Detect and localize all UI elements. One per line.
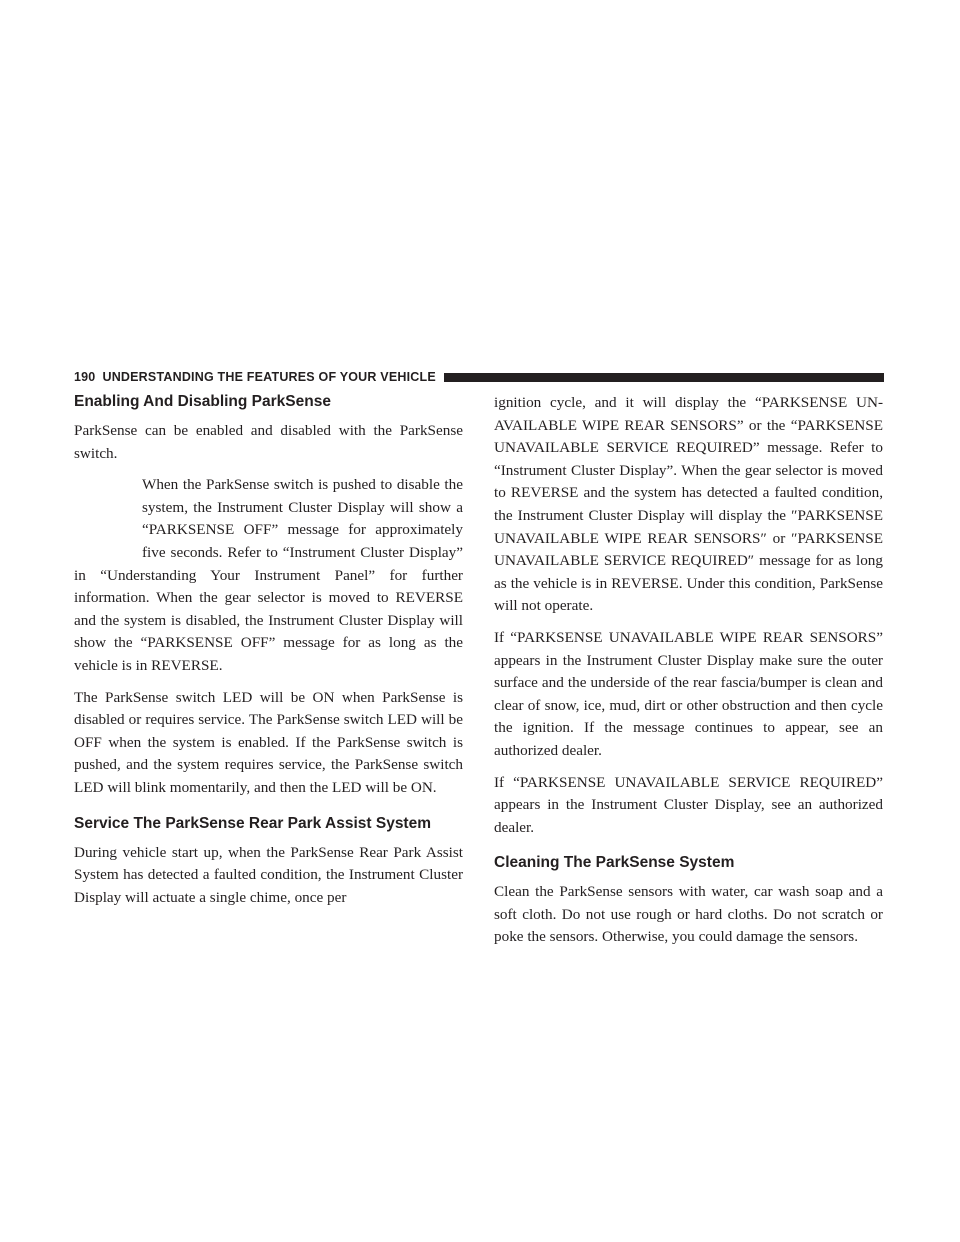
header-rule [444,373,884,382]
heading-service-system: Service The ParkSense Rear Park Assist System [74,814,431,832]
paragraph-cleaning: Clean the ParkSense sensors with water, car wash soap and a soft cloth. Do not use rough or hard cloths. Do not scratch or poke the sensors. Otherwise, you could damage the sensors. [494,883,883,946]
heading-cleaning-system: Cleaning The ParkSense System [494,854,735,872]
right-column [494,392,883,958]
paragraph-ignition-cycle: ignition cycle, and it will display the “PARKSENSE UNAVAILABLE WIPE REAR SENSORS” or the “PARKSENSE UNAVAILABLE SERVICE REQUIRED” message. Refer to “Instrument Cluster Display”. When the gear selector is moved to REVERSE and the system has detected a faulted condition, the Instrument Cluster Display will display the ″PARKSENSE UNAVAILABLE WIPE REAR SENSORS″ or ″PARKSENSE UNAVAILABLE SERVICE REQUIRED″ message for as long as the vehicle is in REVERSE. Under this condition, ParkSense will not operate. [494,394,883,615]
switch-icon-placeholder [74,474,142,562]
page-number: 190 [74,370,96,384]
paragraph-wipe-sensors: If “PARKSENSE UNAVAILABLE WIPE REAR SENSORS” appears in the Instrument Cluster Display make sure the outer surface and the underside of the rear fascia/bumper is clean and clear of snow, ice, mud, dirt or other obstruction and then cycle the ignition. If the message continues to appear, see an authorized dealer. [494,628,883,759]
paragraph-enable-disable-intro: ParkSense can be enabled and disabled with the ParkSense switch. [74,422,463,462]
heading-enabling-disabling: Enabling And Disabling ParkSense [74,393,331,410]
section-title: UNDERSTANDING THE FEATURES OF YOUR VEHICLE [102,370,436,384]
page-header [74,369,884,385]
paragraph-switch-led: The ParkSense switch LED will be ON when ParkSense is disabled or requires service. The ParkSense switch LED will be OFF when the system is enabled. If the ParkSense switch is pushed, and the system requires service, the ParkSense switch LED will blink momentarily, and then the LED will be ON. [74,688,463,796]
paragraph-service-startup: During vehicle start up, when the ParkSense Rear Park Assist System has detected a faulted condition, the Instrument Cluster Display will actuate a single chime, once per [74,843,463,906]
paragraph-switch-pushed: When the ParkSense switch is pushed to disable the system, the Instrument Cluster Display will show a “PARKSENSE OFF” message for approximately five seconds. Refer to “Instrument Cluster Display” in “Understanding Your Instrument Panel” for further information. When the gear selector is moved to REVERSE and the system is disabled, the Instrument Cluster Display will show the “PARKSENSE OFF” message for as long as the vehicle is in REVERSE. [74,476,463,674]
paragraph-service-required: If “PARKSENSE UNAVAILABLE SERVICE REQUIRED” appears in the Instrument Cluster Display, see an authorized dealer. [494,773,883,836]
paragraph-switch-block [74,474,463,677]
left-column [74,392,463,918]
